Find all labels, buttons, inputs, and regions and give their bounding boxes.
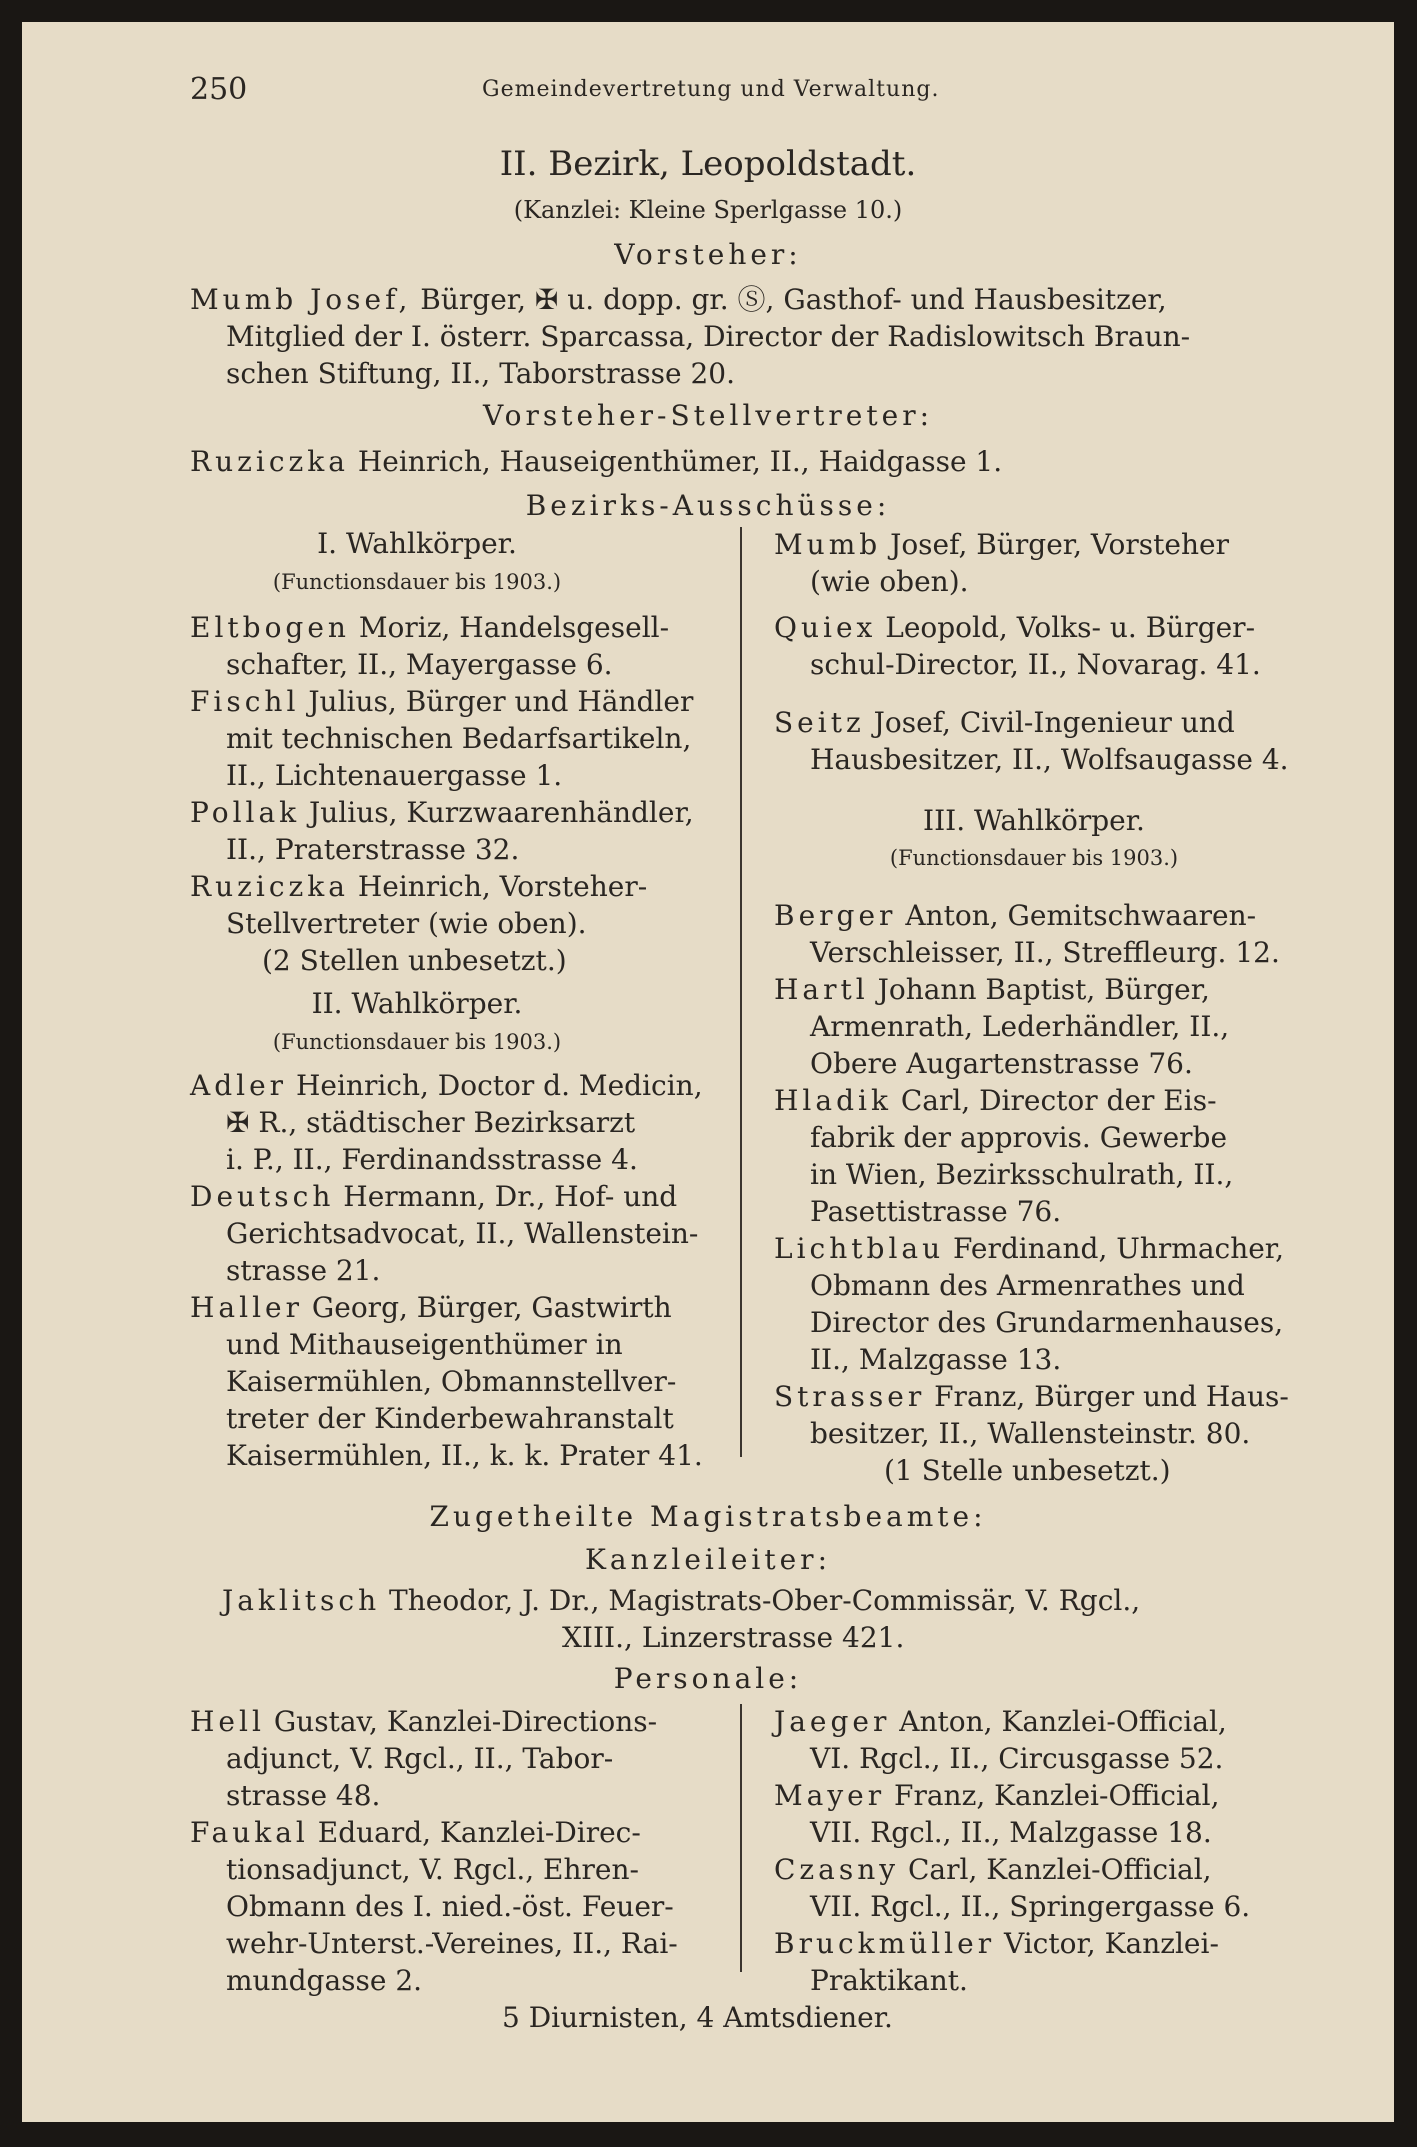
entry-lichtblau-l3: Director des Grundarmenhauses, bbox=[810, 1306, 1284, 1339]
entry-ruziczka-l2: Stellvertreter (wie oben). bbox=[226, 907, 587, 940]
second-wahlkoerper-title: II. Wahlkörper. bbox=[311, 987, 523, 1020]
entry-name: Adler bbox=[190, 1069, 288, 1102]
entry-deutsch-l3: strasse 21. bbox=[226, 1254, 381, 1287]
district-title: II. Bezirk, Leopoldstadt. bbox=[499, 144, 917, 184]
entry-pollak-l2: II., Praterstrasse 32. bbox=[226, 833, 520, 866]
entry-text: Heinrich, Doctor d. Medicin, bbox=[295, 1069, 703, 1102]
entry-text: Victor, Kanzlei- bbox=[1004, 1927, 1219, 1960]
stellvertreter-line bbox=[190, 444, 1002, 480]
entry-text: Josef, Civil-Ingenieur und bbox=[873, 706, 1235, 739]
district-office: (Kanzlei: Kleine Sperlgasse 10.) bbox=[513, 196, 903, 224]
kanzleileiter-name: Jaklitsch bbox=[222, 1584, 381, 1617]
first-wahlkoerper-title: I. Wahlkörper. bbox=[317, 527, 517, 560]
vorsteher-line-3: schen Stiftung, II., Taborstrasse 20. bbox=[226, 357, 736, 390]
entry-text: Anton, Kanzlei-Official, bbox=[899, 1705, 1227, 1738]
entry-name: Hartl bbox=[774, 973, 869, 1006]
entry-hladik-l1 bbox=[774, 1083, 1217, 1119]
entry-name: Eltbogen bbox=[190, 611, 350, 644]
kanzleileiter-text: Theodor, J. Dr., Magistrats-Ober-Commissär, V. Rgcl., bbox=[389, 1584, 1141, 1617]
entry-deutsch-l2: Gerichtsadvocat, II., Wallenstein- bbox=[226, 1217, 699, 1250]
entry-seitz-l1 bbox=[774, 705, 1235, 741]
entry-mayer-l2: VII. Rgcl., II., Malzgasse 18. bbox=[810, 1816, 1212, 1849]
entry-name: Czasny bbox=[774, 1853, 900, 1886]
entry-haller-l1 bbox=[190, 1290, 672, 1326]
entry-strasser-l2: besitzer, II., Wallensteinstr. 80. bbox=[810, 1417, 1251, 1450]
personale-heading: Personale: bbox=[613, 1662, 803, 1695]
entry-name: Faukal bbox=[190, 1816, 309, 1849]
entry-lichtblau-l1 bbox=[774, 1231, 1284, 1267]
entry-lichtblau-l2: Obmann des Armenrathes und bbox=[810, 1269, 1245, 1302]
entry-adler-l1 bbox=[190, 1068, 703, 1104]
entry-name: Hell bbox=[190, 1705, 265, 1738]
entry-hladik-l4: Pasettistrasse 76. bbox=[810, 1195, 1062, 1228]
entry-hladik-l2: fabrik der approvis. Gewerbe bbox=[810, 1121, 1228, 1154]
entry-eltbogen-l1 bbox=[190, 610, 669, 646]
entry-name: Berger bbox=[774, 899, 897, 932]
first-vacant: (2 Stellen unbesetzt.) bbox=[262, 944, 567, 977]
entry-fischl-l3: II., Lichtenauergasse 1. bbox=[226, 759, 563, 792]
entry-name: Bruckmüller bbox=[774, 1927, 996, 1960]
entry-czasny-l1 bbox=[774, 1852, 1212, 1888]
vorsteher-name: Mumb Josef, bbox=[190, 283, 412, 316]
entry-name: Pollak bbox=[190, 796, 301, 829]
third-vacant: (1 Stelle unbesetzt.) bbox=[884, 1454, 1171, 1487]
entry-text: Anton, Gemitschwaaren- bbox=[905, 899, 1257, 932]
entry-text: Carl, Director der Eis- bbox=[900, 1084, 1217, 1117]
entry-mumb-l1 bbox=[774, 527, 1229, 563]
entry-text: Hermann, Dr., Hof- und bbox=[343, 1180, 678, 1213]
entry-name: Haller bbox=[190, 1291, 303, 1324]
entry-haller-l4: treter der Kinderbewahranstalt bbox=[226, 1402, 674, 1435]
entry-text: Eduard, Kanzlei-Direc- bbox=[317, 1816, 641, 1849]
entry-jaeger-l1 bbox=[774, 1704, 1227, 1740]
stellvertreter-text: Heinrich, Hauseigenthümer, II., Haidgasse 1. bbox=[357, 445, 1003, 478]
entry-hell-l3: strasse 48. bbox=[226, 1779, 381, 1812]
vorsteher-text: Bürger, ✠ u. dopp. gr. Ⓢ, Gasthof- und Hausbesitzer, bbox=[420, 283, 1167, 316]
entry-fischl-l2: mit technischen Bedarfsartikeln, bbox=[226, 722, 692, 755]
entry-text: Gustav, Kanzlei-Directions- bbox=[273, 1705, 658, 1738]
entry-text: Julius, Kurzwaarenhändler, bbox=[309, 796, 694, 829]
entry-hartl-l3: Obere Augartenstrasse 76. bbox=[810, 1047, 1193, 1080]
first-wahlkoerper-duration: (Functionsdauer bis 1903.) bbox=[272, 570, 562, 594]
entry-text: Josef, Bürger, Vorsteher bbox=[890, 528, 1229, 561]
entry-name: Jaeger bbox=[774, 1705, 891, 1738]
entry-quiex-l2: schul-Director, II., Novarag. 41. bbox=[810, 648, 1261, 681]
entry-text: Franz, Bürger und Haus- bbox=[934, 1380, 1289, 1413]
page-number: 250 bbox=[190, 72, 248, 107]
entry-pollak-l1 bbox=[190, 795, 694, 831]
footer-staff-note: 5 Diurnisten, 4 Amtsdiener. bbox=[502, 2001, 893, 2034]
third-wahlkoerper-title: III. Wahlkörper. bbox=[923, 804, 1145, 837]
entry-hartl-l1 bbox=[774, 972, 1210, 1008]
vorsteher-line-1 bbox=[190, 282, 1167, 318]
entry-name: Lichtblau bbox=[774, 1232, 945, 1265]
entry-mayer-l1 bbox=[774, 1778, 1219, 1814]
kanzleileiter-line-2: XIII., Linzerstrasse 421. bbox=[562, 1621, 905, 1654]
entry-name: Mayer bbox=[774, 1779, 886, 1812]
entry-faukal-l3: Obmann des I. nied.-öst. Feuer- bbox=[226, 1890, 674, 1923]
entry-faukal-l1 bbox=[190, 1815, 641, 1851]
entry-text: Franz, Kanzlei-Official, bbox=[894, 1779, 1220, 1812]
entry-eltbogen-l2: schafter, II., Mayergasse 6. bbox=[226, 648, 613, 681]
entry-seitz-l2: Hausbesitzer, II., Wolfsaugasse 4. bbox=[810, 743, 1289, 776]
entry-name: Quiex bbox=[774, 611, 877, 644]
entry-strasser-l1 bbox=[774, 1379, 1289, 1415]
entry-mumb-l2: (wie oben). bbox=[810, 565, 969, 598]
stellvertreter-heading: Vorsteher-Stellvertreter: bbox=[482, 399, 934, 432]
entry-name: Deutsch bbox=[190, 1180, 335, 1213]
entry-hladik-l3: in Wien, Bezirksschulrath, II., bbox=[810, 1158, 1234, 1191]
entry-text: Leopold, Volks- u. Bürger- bbox=[885, 611, 1256, 644]
entry-text: Georg, Bürger, Gastwirth bbox=[311, 1291, 672, 1324]
entry-text: Julius, Bürger und Händler bbox=[308, 685, 694, 718]
document-page bbox=[22, 22, 1394, 2122]
second-wahlkoerper-duration: (Functionsdauer bis 1903.) bbox=[272, 1030, 562, 1054]
entry-text: Heinrich, Vorsteher- bbox=[357, 870, 648, 903]
entry-text: Ferdinand, Uhrmacher, bbox=[953, 1232, 1284, 1265]
entry-adler-l2: ✠ R., städtischer Bezirksarzt bbox=[226, 1106, 636, 1139]
entry-bruckmueller-l1 bbox=[774, 1926, 1219, 1962]
entry-faukal-l5: mundgasse 2. bbox=[226, 1964, 423, 1997]
entry-ruziczka-l1 bbox=[190, 869, 647, 905]
entry-hell-l1 bbox=[190, 1704, 657, 1740]
entry-czasny-l2: VII. Rgcl., II., Springergasse 6. bbox=[810, 1890, 1251, 1923]
entry-fischl-l1 bbox=[190, 684, 693, 720]
running-title: Gemeindevertretung und Verwaltung. bbox=[482, 77, 940, 102]
entry-name: Ruziczka bbox=[190, 870, 349, 903]
vorsteher-line-2: Mitglied der I. österr. Sparcassa, Director der Radislowitsch Braun- bbox=[226, 320, 1191, 353]
kanzleileiter-heading: Kanzleileiter: bbox=[585, 1543, 831, 1576]
entry-haller-l3: Kaisermühlen, Obmannstellver- bbox=[226, 1365, 677, 1398]
entry-berger-l2: Verschleisser, II., Streffleurg. 12. bbox=[810, 936, 1280, 969]
entry-faukal-l4: wehr-Unterst.-Vereines, II., Rai- bbox=[226, 1927, 678, 1960]
entry-name: Hladik bbox=[774, 1084, 892, 1117]
entry-name: Seitz bbox=[774, 706, 865, 739]
entry-hartl-l2: Armenrath, Lederhändler, II., bbox=[810, 1010, 1230, 1043]
magistrat-heading: Zugetheilte Magistratsbeamte: bbox=[429, 1500, 987, 1533]
entry-adler-l3: i. P., II., Ferdinandsstrasse 4. bbox=[226, 1143, 638, 1176]
entry-jaeger-l2: VI. Rgcl., II., Circusgasse 52. bbox=[810, 1742, 1224, 1775]
entry-name: Mumb bbox=[774, 528, 882, 561]
entry-haller-l5: Kaisermühlen, II., k. k. Prater 41. bbox=[226, 1439, 703, 1472]
entry-text: Moriz, Handelsgesell- bbox=[358, 611, 670, 644]
stellvertreter-name: Ruziczka bbox=[190, 445, 349, 478]
ausschuesse-heading: Bezirks-Ausschüsse: bbox=[525, 489, 891, 522]
third-wahlkoerper-duration: (Functionsdauer bis 1903.) bbox=[889, 846, 1179, 870]
personale-divider bbox=[740, 1704, 742, 1972]
entry-name: Strasser bbox=[774, 1380, 926, 1413]
entry-deutsch-l1 bbox=[190, 1179, 677, 1215]
entry-bruckmueller-l2: Praktikant. bbox=[810, 1964, 968, 1997]
entry-faukal-l2: tionsadjunct, V. Rgcl., Ehren- bbox=[226, 1853, 639, 1886]
kanzleileiter-line-1 bbox=[222, 1583, 1140, 1619]
entry-lichtblau-l4: II., Malzgasse 13. bbox=[810, 1343, 1062, 1376]
entry-berger-l1 bbox=[774, 898, 1256, 934]
entry-text: Johann Baptist, Bürger, bbox=[877, 973, 1210, 1006]
entry-name: Fischl bbox=[190, 685, 300, 718]
entry-haller-l2: und Mithauseigenthümer in bbox=[226, 1328, 623, 1361]
entry-quiex-l1 bbox=[774, 610, 1255, 646]
entry-text: Carl, Kanzlei-Official, bbox=[908, 1853, 1212, 1886]
column-divider bbox=[740, 527, 742, 1457]
entry-hell-l2: adjunct, V. Rgcl., II., Tabor- bbox=[226, 1742, 614, 1775]
vorsteher-heading: Vorsteher: bbox=[614, 238, 802, 271]
